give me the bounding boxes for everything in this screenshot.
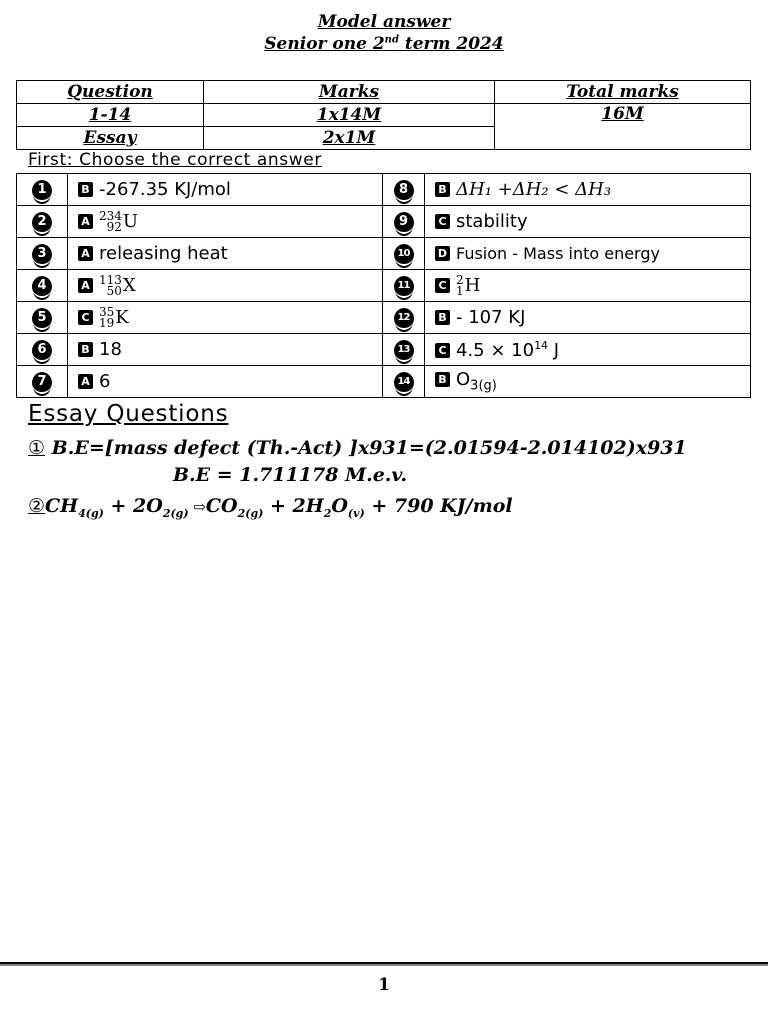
answer-number: 10 [383,238,425,270]
answer-cell: B ΔH₁ +ΔH₂ < ΔH₃ [425,174,751,206]
answer-number: 5 [17,302,68,334]
row-marks: 1x14M [204,104,495,127]
answer-number: 11 [383,270,425,302]
answer-number: 3 [17,238,68,270]
answer-number: 12 [383,302,425,334]
section-first-heading: First: Choose the correct answer [28,150,322,170]
answers-table [16,173,751,398]
answer-number: 4 [17,270,68,302]
answer-number: 9 [383,206,425,238]
footer-divider [0,962,768,966]
answer-cell: B - 107 KJ [425,302,751,334]
row-question: Essay [17,127,204,150]
answer-cell: C $4.5 \times 10^{14}$ J [425,334,751,366]
essay-answer-1-result: B.E = 1.711178 M.e.v. [173,464,408,486]
essay-answer-1: ① B.E=[mass defect (Th.-Act) ]x931=(2.01594-2.014102)x931 [28,437,687,459]
answer-number: 14 [383,366,425,398]
answer-cell: A 234 92U [68,206,383,238]
answer-cell: B 18 [68,334,383,366]
answer-cell: A releasing heat [68,238,383,270]
total-marks: 16M [495,104,751,150]
marks-table [16,80,751,150]
header-marks: Marks [204,81,495,104]
answer-cell: C 35 19K [68,302,383,334]
answer-number: 7 [17,366,68,398]
answer-cell: A 113 50X [68,270,383,302]
answer-cell: B $O_{3(g)}$ [425,366,751,398]
header-total: Total marks [495,81,751,104]
page-subtitle [0,34,768,54]
answer-cell: B -267.35 KJ/mol [68,174,383,206]
page-title: Model answer [317,12,451,32]
row-marks: 2x1M [204,127,495,150]
row-question: 1-14 [17,104,204,127]
section-essay-heading: Essay Questions [28,401,229,427]
subtitle-sup: nd [384,34,399,46]
answer-number: 13 [383,334,425,366]
answer-cell: A 6 [68,366,383,398]
answer-number: 6 [17,334,68,366]
answer-number: 1 [17,174,68,206]
page-number: 1 [378,975,390,995]
answer-cell: C stability [425,206,751,238]
answer-cell: C 2 1H [425,270,751,302]
answer-number: 2 [17,206,68,238]
essay-answer-2: $②CH_{4(g)} + 2O_{2(g)}$ $⇨CO_{2(g)} + 2H_2O_{(v)} + 790$ KJ/mol [28,495,513,520]
subtitle-pre: Senior one 2 [264,34,385,54]
subtitle-post: term 2024 [398,34,504,54]
answer-number: 8 [383,174,425,206]
answer-cell: D Fusion - Mass into energy [425,238,751,270]
header-question: Question [17,81,204,104]
